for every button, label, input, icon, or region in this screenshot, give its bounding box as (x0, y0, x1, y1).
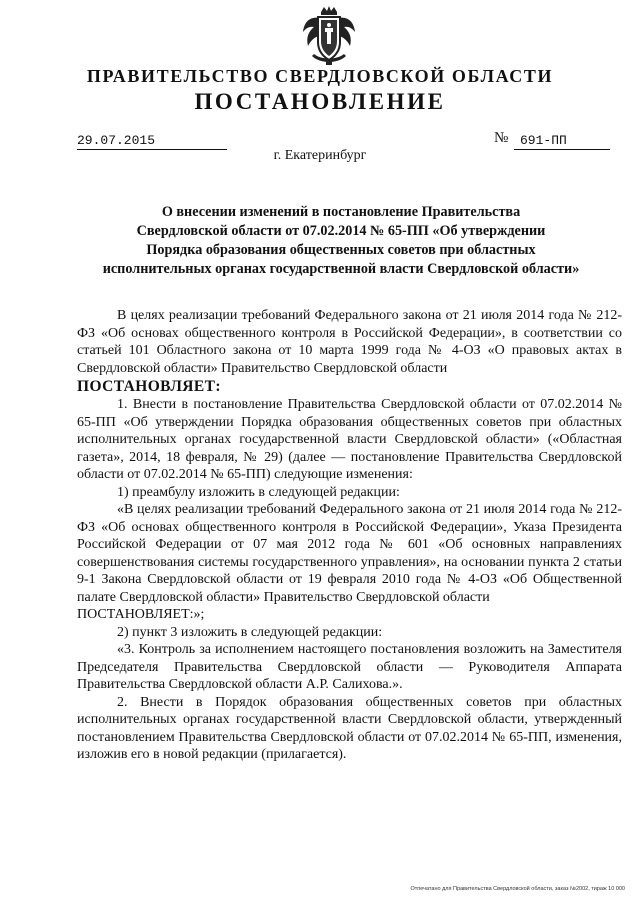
document-number: 691-ПП (514, 133, 610, 150)
paragraph-2: 2. Внести в Порядок образования общественных советов при областных исполнительных органах государственной власти Свердловской области, утвержденный постановлением Правительства Свердловской области от 07.02.2014 № 65-ПП, изменения, изложив его в новой редакции (прилагается). (77, 694, 622, 762)
title-line: исполнительных органах государственной власти Свердловской области» (102, 261, 580, 277)
coat-of-arms-icon (300, 4, 358, 66)
document-type: ПОСТАНОВЛЕНИЕ (194, 89, 446, 114)
paragraph-1-2: 2) пункт 3 изложить в следующей редакции: (117, 624, 383, 640)
document-title (80, 203, 602, 279)
paragraph-1: 1. Внести в постановление Правительства Свердловской области от 07.02.2014 № 65-ПП «Об утверждении Порядка образования общественных советов при областных исполнительных органах государственной власти Свердловской области» («Областная газета», 2014, 18 февраля, № 29) (далее — постановление Правительства Свердловской области от 07.02.2014 № 65-ПП) следующие изменения: (77, 397, 622, 482)
paragraph-1-1-quote: «В целях реализации требований Федерального закона от 21 июля 2014 года № 212-ФЗ «Об основах общественного контроля в Российской Федерации», Указа Президента Российской Федерации от 07 мая 2012 года № 601 «Об основных направлениях совершенствования системы государственного управления», на основании пункта 2 статьи 9-1 Закона Свердловской области от 19 февраля 2010 года № 4-ОЗ «Об Общественной палате Свердловской области» Правительство Свердловской области (77, 502, 622, 605)
city: г. Екатеринбург (273, 148, 367, 163)
paragraph-1-2-quote: «3. Контроль за исполнением настоящего постановления возложить на Заместителя Председателя Правительства Свердловской области — Руководителя Аппарата Правительства Свердловской области А.Р. Салихова.». (77, 642, 622, 692)
organization-name: ПРАВИТЕЛЬСТВО СВЕРДЛОВСКОЙ ОБЛАСТИ (86, 66, 554, 86)
resolves-heading: ПОСТАНОВЛЯЕТ: (77, 378, 221, 395)
preamble: В целях реализации требований Федерального закона от 21 июля 2014 года № 212-ФЗ «Об основах общественного контроля в Российской Федерации», в соответствии со статьей 101 Областного закона от 10 марта 1999 года № 4-ОЗ «О правовых актах в Свердловской области» Правительство Свердловской области (77, 308, 622, 376)
paragraph-1-1: 1) преамбулу изложить в следующей редакции: (117, 484, 400, 500)
print-note: Отпечатано для Правительства Свердловской области, заказ №2002, тираж 10 000 (410, 886, 625, 892)
number-sign: № (494, 130, 509, 146)
title-line: Свердловской области от 07.02.2014 № 65-ПП «Об утверждении (136, 223, 546, 239)
document-date: 29.07.2015 (77, 133, 227, 150)
paragraph-1-1-end: ПОСТАНОВЛЯЕТ:»; (77, 607, 205, 622)
document-body (77, 307, 622, 764)
title-line: Порядка образования общественных советов при областных (146, 242, 536, 258)
title-line: О внесении изменений в постановление Правительства (161, 204, 521, 220)
